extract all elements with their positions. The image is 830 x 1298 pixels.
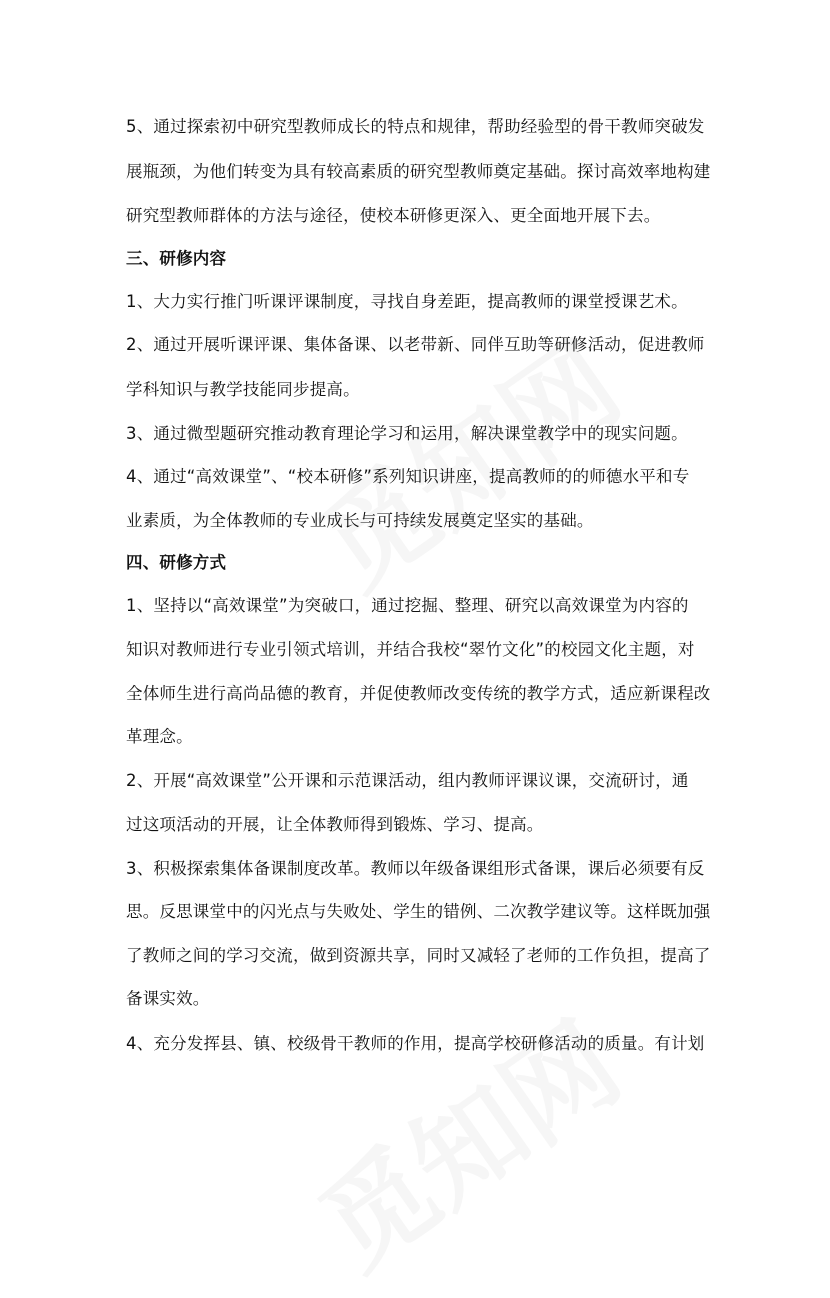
paragraph-line: 4、充分发挥县、镇、校级骨干教师的作用，提高学校研修活动的质量。有计划	[126, 1034, 705, 1053]
paragraph-line: 5、通过探索初中研究型教师成长的特点和规律，帮助经验型的骨干教师突破发	[126, 117, 705, 136]
paragraph-line: 展瓶颈，为他们转变为具有较高素质的研究型教师奠定基础。探讨高效率地构建	[126, 162, 711, 181]
section-heading: 四、研修方式	[126, 553, 227, 572]
paragraph-line: 全体师生进行高尚品德的教育，并促使教师改变传统的教学方式，适应新课程改	[126, 684, 711, 703]
watermark	[285, 980, 646, 1298]
paragraph-line: 2、通过开展听课评课、集体备课、以老带新、同伴互助等研修活动，促进教师	[126, 335, 705, 354]
paragraph-line: 3、积极探索集体备课制度改革。教师以年级备课组形式备课，课后必须要有反	[126, 859, 705, 878]
paragraph-line: 研究型教师群体的方法与途径，使校本研修更深入、更全面地开展下去。	[126, 206, 661, 225]
section-heading: 三、研修内容	[126, 249, 227, 268]
paragraph-line: 革理念。	[126, 727, 193, 746]
paragraph-line: 1、大力实行推门听课评课制度，寻找自身差距，提高教师的课堂授课艺术。	[126, 292, 688, 311]
paragraph-line: 了教师之间的学习交流，做到资源共享，同时又减轻了老师的工作负担，提高了	[126, 946, 711, 965]
paragraph-line: 思。反思课堂中的闪光点与失败处、学生的错例、二次教学建议等。这样既加强	[126, 902, 711, 921]
paragraph-line: 4、通过“高效课堂”、“校本研修”系列知识讲座，提高教师的的师德水平和专	[126, 467, 690, 486]
paragraph-line: 业素质，为全体教师的专业成长与可持续发展奠定坚实的基础。	[126, 511, 594, 530]
paragraph-line: 3、通过微型题研究推动教育理论学习和运用，解决课堂教学中的现实问题。	[126, 424, 688, 443]
paragraph-line: 学科知识与教学技能同步提高。	[126, 380, 360, 399]
paragraph-line: 2、开展“高效课堂”公开课和示范课活动，组内教师评课议课，交流研讨，通	[126, 771, 689, 790]
paragraph-line: 过这项活动的开展，让全体教师得到锻炼、学习、提高。	[126, 815, 544, 834]
paragraph-line: 1、坚持以“高效课堂”为突破口，通过挖掘、整理、研究以高效课堂为内容的	[126, 596, 689, 615]
paragraph-line: 备课实效。	[126, 989, 210, 1008]
paragraph-line: 知识对教师进行专业引领式培训，并结合我校“翠竹文化”的校园文化主题，对	[126, 640, 695, 659]
